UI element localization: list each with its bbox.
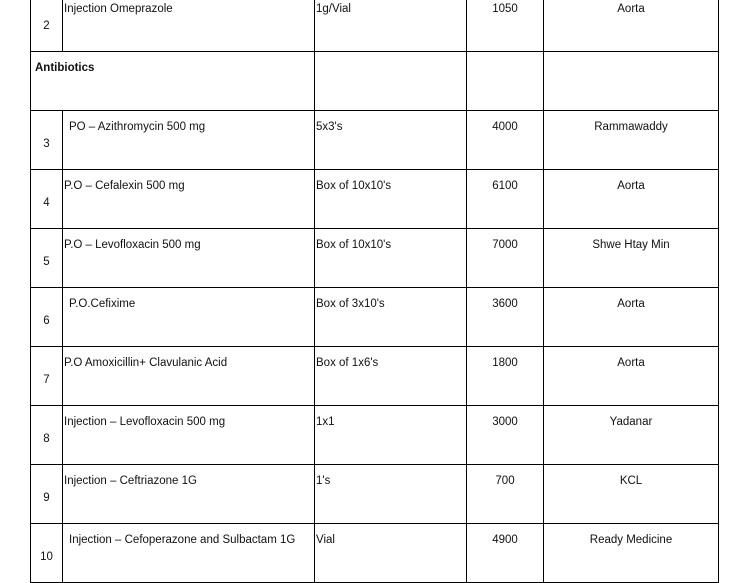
empty-cell [315, 52, 467, 111]
row-number [31, 170, 63, 229]
pack-size: Vial [315, 524, 467, 583]
table-row [31, 170, 719, 229]
row-number [31, 111, 63, 170]
price: 7000 [467, 229, 544, 288]
row-number-text: 5 [43, 256, 50, 268]
price: 3000 [467, 406, 544, 465]
supplier: Shwe Htay Min [544, 229, 719, 288]
medicine-name: P.O – Cefalexin 500 mg [63, 170, 315, 229]
pack-size: Box of 10x10's [315, 229, 467, 288]
medicine-name: Injection – Ceftriazone 1G [63, 465, 315, 524]
table-row [31, 229, 719, 288]
medicine-name: PO – Azithromycin 500 mg [63, 111, 315, 170]
row-number-text: 7 [43, 374, 50, 386]
table-body [31, 0, 719, 583]
price: 1800 [467, 347, 544, 406]
table-row [31, 347, 719, 406]
row-number [31, 229, 63, 288]
medicine-name: Injection – Cefoperazone and Sulbactam 1G [63, 524, 315, 583]
medicine-name: Injection Omeprazole [63, 0, 315, 52]
supplier: Rammawaddy [544, 111, 719, 170]
pack-size: Box of 1x6's [315, 347, 467, 406]
empty-cell [544, 52, 719, 111]
section-row [31, 52, 719, 111]
row-number-text: 2 [43, 20, 50, 32]
row-number [31, 288, 63, 347]
medicine-name: Injection – Levofloxacin 500 mg [63, 406, 315, 465]
supplier: KCL [544, 465, 719, 524]
table-row [31, 0, 719, 52]
row-number-text: 4 [43, 197, 50, 209]
table-row [31, 406, 719, 465]
row-number [31, 347, 63, 406]
pack-size: Box of 3x10's [315, 288, 467, 347]
empty-cell [467, 52, 544, 111]
medicine-name: P.O.Cefixime [63, 288, 315, 347]
row-number [31, 465, 63, 524]
row-number-text: 10 [40, 551, 53, 563]
price: 700 [467, 465, 544, 524]
price: 3600 [467, 288, 544, 347]
pack-size: 1x1 [315, 406, 467, 465]
pack-size: 1's [315, 465, 467, 524]
pack-size: Box of 10x10's [315, 170, 467, 229]
supplier: Yadanar [544, 406, 719, 465]
row-number [31, 524, 63, 583]
supplier: Aorta [544, 347, 719, 406]
table-row [31, 288, 719, 347]
medicine-name: P.O – Levofloxacin 500 mg [63, 229, 315, 288]
price: 4900 [467, 524, 544, 583]
row-number-text: 3 [43, 138, 50, 150]
row-number-text: 9 [43, 492, 50, 504]
section-label: Antibiotics [31, 52, 315, 111]
price: 1050 [467, 0, 544, 52]
price: 4000 [467, 111, 544, 170]
supplier: Aorta [544, 288, 719, 347]
supplier: Aorta [544, 0, 719, 52]
row-number-text: 6 [43, 315, 50, 327]
medicine-price-table [30, 0, 719, 583]
table-row [31, 524, 719, 583]
supplier: Aorta [544, 170, 719, 229]
row-number-text: 8 [43, 433, 50, 445]
price: 6100 [467, 170, 544, 229]
pack-size: 1g/Vial [315, 0, 467, 52]
medicine-name: P.O Amoxicillin+ Clavulanic Acid [63, 347, 315, 406]
table-row [31, 111, 719, 170]
supplier: Ready Medicine [544, 524, 719, 583]
row-number [31, 406, 63, 465]
row-number [31, 0, 63, 52]
pack-size: 5x3's [315, 111, 467, 170]
table-row [31, 465, 719, 524]
